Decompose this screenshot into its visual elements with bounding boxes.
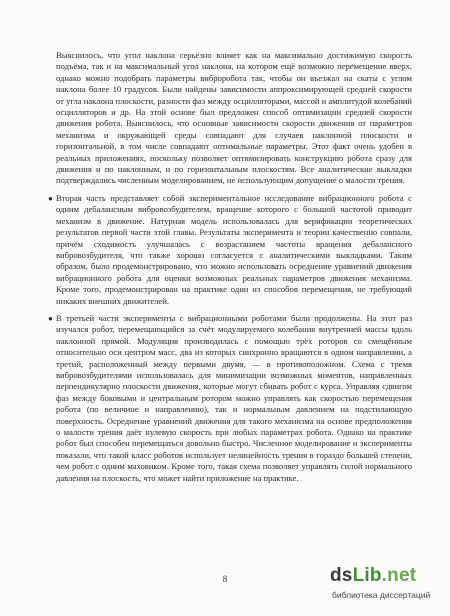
bullet-item-second-part [48, 192, 412, 307]
watermark-brand [330, 565, 416, 587]
bullet-icon: ● [48, 313, 53, 323]
dslib-watermark-logo [330, 565, 440, 609]
intro-paragraph: Выяснилось, что угол наклона серьёзно влияет как на максимально достижимую скорость подъёма, так и на максимальный угол наклона, на котором ещё возможно перемещение вверх, однако можно подобрать параметры виброробота так, чтобы он въезжал на скаты с углом наклона более 10 градусов. Были найдены зависимости аппроксимирующей средней скорости от угла наклона плоскости, разности фаз между осцилляторами, массой и амплитудой колебаний осцилляторов и др. На этой основе был предложен способ оптимизации средней скорости движения робота. Выяснилось, что основные зависимости скорости движения от параметров механизма и окружающей среды совпадают для случаев наклонной плоскости и горизонтальной, в том числе совпадают оптимальные параметры. Этот факт очень удобен в реальных приложениях, поскольку позволяет оптимизировать конструкцию робота сразу для движения и по наклонным, и по горизонтальным плоскостям. Все аналитические выкладки подтверждались численным моделированием, не использующим допущение о малости трения. [56, 50, 412, 186]
body-text [48, 50, 412, 490]
watermark-brand-lib: Lib [352, 565, 382, 586]
watermark-brand-prefix: ds [330, 565, 353, 586]
page-number: 8 [222, 574, 228, 584]
bullet-item-third-part [48, 312, 412, 484]
watermark-subtitle: библиотека диссертаций [332, 590, 431, 600]
bullet-icon: ● [48, 193, 53, 203]
bullet-text-second-part: Вторая часть представляет собой экспериментальное исследование вибрационного робота с одним дебалансным вибровозбудителем, вращение которого с большой частотой приводит механизм в движение. Натурная модель использовалась для верификации теоретических результатов первой части этой главы. Результаты эксперимента и теории качественно совпали, причём сходимость улучшалась с возрастанием частоты вращения дебалансного вибровозбудителя, что также хорошо согласуется с аналитическими выкладками. Таким образом, было продемонстрировано, что можно использовать осреднение уравнений движения вибрационного робота для оценки возможных реальных параметров движения механизма. Кроме того, продемонстрирован на практике один из способов перемещения, не требующий никаких внешних движителей. [56, 192, 412, 306]
watermark-brand-suffix: .net [381, 565, 417, 586]
bullet-text-third-part: В третьей части эксперименты с вибрационными роботами были продолжены. На этот раз изучался робот, перемещающийся за счёт модулируемого колебания внутренней массы вдоль наклонной прямой. Модуляция производилась с помощью трёх роторов со смещённым относительно оси центром масс, два из которых синхронно вращаются в одном направлении, а третий, расположенный между первыми двумя, — в противоположном. Схема с тремя вибровозбудителями использовалась для минимизации возможных моментов, направленных перпендикулярно плоскости движения, которые могут сбивать робот с курса. Управляя сдвигом фаз между боковыми и центральным ротором можно управлять как скоростью перемещения робота (по величине и направлению), так и нормальным давлением на подстилающую поверхность. Осреднение уравнений движения для такого механизма на основе предположения о малости трения даёт нулевую скорость при любых параметрах робота. Однако на практике робот был способен перемещаться довольно быстро. Численное моделирование и эксперименты показали, что такой класс роботов использует нелинейность трения в гораздо большей степени, чем робот с одним маховиком. Кроме того, такая схема позволяет управлять силой нормального давления на плоскость, что может найти приложение на практике. [56, 312, 412, 483]
